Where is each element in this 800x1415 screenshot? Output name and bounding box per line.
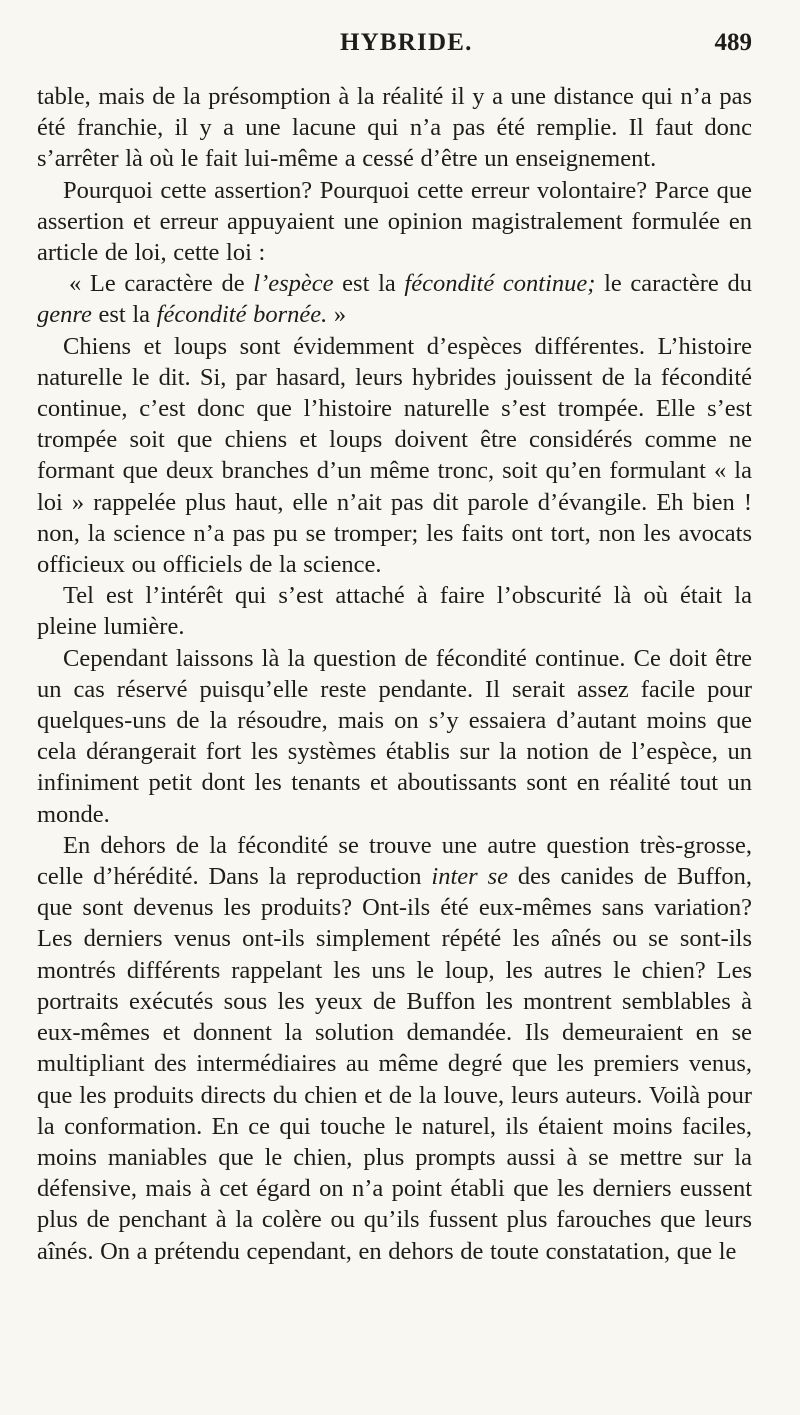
paragraph-text: table, mais de la présomption à la réalité il y a une distance qui n’a pas été franchie, il y a une lacune qui n’a pas été remplie. Il faut donc s’arrêter là où le fait lui-même a cessé d’être un enseignement. <box>37 83 752 173</box>
paragraph-text: Tel est l’intérêt qui s’est attaché à faire l’obscurité là où était la pleine lumière. <box>37 582 752 641</box>
quote-text: est la <box>333 270 405 298</box>
paragraph-text: En dehors de la fécondité se trouve une autre question très-grosse, celle d’hérédité. Dans la reproduction <box>37 831 752 891</box>
page-header <box>37 26 752 66</box>
italic-term: fécondité bornée. <box>156 301 328 329</box>
running-head: HYBRIDE. <box>340 29 473 56</box>
quote-text: « Le caractère de <box>69 270 254 298</box>
italic-term: fécondité continue; <box>404 270 596 298</box>
quote-text: » <box>327 301 347 329</box>
quoted-law-paragraph <box>37 268 752 330</box>
paragraph-4 <box>37 331 752 581</box>
paragraph-7 <box>37 830 752 1267</box>
italic-term: genre <box>37 301 92 329</box>
paragraph-text: Pourquoi cette assertion? Pourquoi cette erreur volontaire? Parce que assertion et erreur appuyaient une opinion magistralement formulée en article de loi, cette loi : <box>37 176 752 267</box>
quote-text: est la <box>91 301 157 329</box>
paragraph-1 <box>37 81 752 175</box>
body-text <box>37 81 752 1267</box>
quote-text: le caractère du <box>595 270 752 298</box>
paragraph-2 <box>37 175 752 269</box>
paragraph-6 <box>37 643 752 830</box>
paragraph-text: des canides de Buffon, que sont devenus les produits? Ont-ils été eux-mêmes sans variation? Les derniers venus ont-ils simplement répété les aînés ou se sont-ils montrés différents rappelant les uns le loup, les autres le chien? Les portraits exécutés sous les yeux de Buffon les montrent semblables à eux-mêmes et donnent la solution demandée. Ils demeuraient en se multipliant des intermédiaires au même degré que les premiers venus, que les produits directs du chien et de la louve, leurs auteurs. Voilà pour la conformation. En ce qui touche le naturel, ils étaient moins faciles, moins maniables que le chien, plus prompts aussi à se mettre sur la défensive, mais à cet égard on n’a point établi que les derniers eussent plus de penchant à la colère ou qu’ils fussent plus farouches que leurs aînés. On a prétendu cependant, en dehors de toute constatation, que le <box>37 863 752 1265</box>
paragraph-text: Cependant laissons là la question de fécondité continue. Ce doit être un cas réservé puisqu’elle reste pendante. Il serait assez facile pour quelques-uns de la résoudre, mais on s’y essaiera d’autant moins que cela dérangerait fort les systèmes établis sur la notion de l’espèce, un infiniment petit dont les tenants et aboutissants sont en réalité tout un monde. <box>37 644 752 828</box>
italic-latin-phrase: inter se <box>431 863 509 891</box>
page-number: 489 <box>714 29 752 56</box>
italic-term: l’espèce <box>253 270 334 298</box>
paragraph-text: Chiens et loups sont évidemment d’espèces différentes. L’histoire naturelle le dit. Si, par hasard, leurs hybrides jouissent de la fécondité continue, c’est donc que l’histoire naturelle s’est trompée. Elle s’est trompée soit que chiens et loups doivent être considérés comme ne formant que deux branches d’un même tronc, soit qu’en formulant « la loi » rappelée plus haut, elle n’ait pas dit parole d’évangile. Eh bien ! non, la science n’a pas pu se tromper; les faits ont tort, non les avocats officieux ou officiels de la science. <box>37 332 752 579</box>
paragraph-5 <box>37 580 752 642</box>
